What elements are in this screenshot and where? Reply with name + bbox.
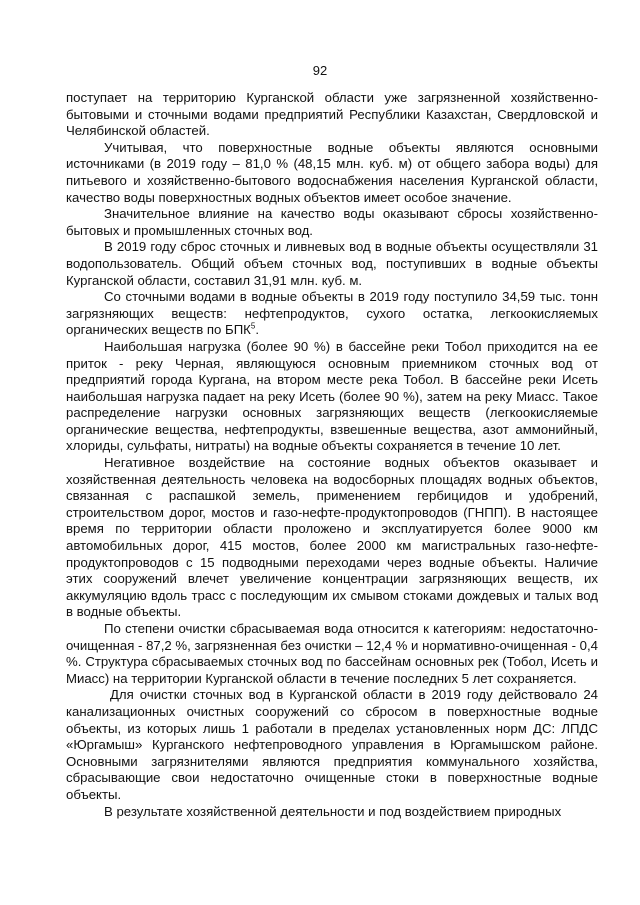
paragraph-2: Учитывая, что поверхностные водные объекты являются основными источниками (в 2019 году – 81,0 % (48,15 млн. куб. м) от общего забора воды) для питьевого и хозяйственно-бытового водоснабжения населения Курганской области, качество воды поверхностных водных объектов имеет особое значение. (66, 139, 598, 205)
paragraph-3: Значительное влияние на качество воды оказывают сбросы хозяйственно-бытовых и промышленных сточных вод. (66, 206, 598, 238)
footnote-mark: 5 (250, 321, 256, 331)
paragraph-4: В 2019 году сброс сточных и ливневых вод в водные объекты осуществляли 31 водопользователь. Общий объем сточных вод, поступивших в водные объекты Курганской области, составил 31,91 млн. куб. м. (66, 239, 598, 288)
paragraph-8: По степени очистки сбрасываемая вода относится к категориям: недостаточно-очищенная - 87,2 %, загрязненная без очистки – 12,4 % и нормативно-очищенная - 0,4 %. Структура сбрасываемых сточных вод по бассейнам основных рек (Тобол, Исеть и Миасс) на территории Курганской области в течение последних 5 лет сохраняется. (66, 621, 598, 686)
body-text (66, 90, 598, 820)
paragraph-5 (66, 289, 598, 339)
page-number: 92 (312, 63, 328, 78)
paragraph-5-end: . (255, 322, 259, 338)
paragraph-9: Для очистки сточных вод в Курганской области в 2019 году действовало 24 канализационных очистных сооружений со сбросом в поверхностные водные объекты, из которых лишь 1 работали в пределах установленных норм ДС: ЛПДС «Юргамыш» Курганского нефтепроводного управления в Юргамышском районе. Основными загрязнителями являются предприятия коммунального хозяйства, сбрасывающие свои недостаточно очищенные стоки в поверхностные водные объекты. (66, 687, 598, 802)
paragraph-5-text: Со сточными водами в водные объекты в 2019 году поступило 34,59 тыс. тонн загрязняющих веществ: нефтепродуктов, сухого остатка, легкоокисляемых органических веществ по БПК (66, 289, 598, 338)
paragraph-1: поступает на территорию Курганской области уже загрязненной хозяйственно-бытовыми и сточными водами предприятий Республики Казахстан, Свердловской и Челябинской областей. (66, 90, 598, 139)
paragraph-6: Наибольшая нагрузка (более 90 %) в бассейне реки Тобол приходится на ее приток - реку Черная, являющуюся основным приемником сточных вод от предприятий города Кургана, на втором месте река Тобол. В бассейне реки Исеть наибольшая нагрузка падает на реку Исеть (более 90 %), затем на реку Миасс. Такое распределение нагрузки основных загрязняющих веществ (легкоокисляемые органические вещества, нефтепродукты, взвешенные вещества, азот аммонийный, хлориды, сульфаты, нитраты) на водные объекты сохраняется в течение 10 лет. (66, 338, 598, 454)
paragraph-10: В результате хозяйственной деятельности и под воздействием природных (104, 803, 562, 819)
paragraph-7: Негативное воздействие на состояние водных объектов оказывает и хозяйственная деятельность человека на водосборных площадях водных объектов, связанная с распашкой земель, применением гербицидов и удобрений, строительством дорог, мостов и газо-нефте-продуктопроводов (ГНПП). В настоящее время по территории области проложено и эксплуатируется более 9000 км автомобильных дорог, 415 мостов, более 2000 км магистральных газо-нефте-продуктопроводов с 15 подводными переходами через водные объекты. Наличие этих сооружений влечет увеличение концентрации загрязняющих веществ, их аккумуляцию вдоль трасс с последующим их смывом стоками дождевых и талых вод в водные объекты. (66, 455, 598, 620)
